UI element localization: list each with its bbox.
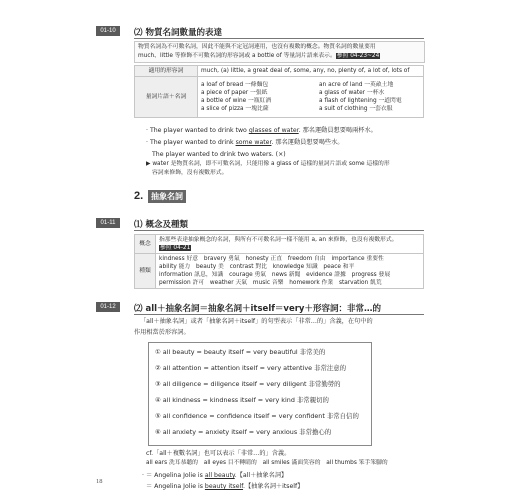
bullet-icon: · (142, 472, 144, 479)
note-line: 容詞來修飾，沒有複數形式。 (152, 170, 228, 176)
bullet-icon: · (146, 127, 148, 134)
bullet-icon: · (146, 139, 148, 146)
types-row: kindness 好意 bravery 勇氣 honesty 正直 freedom 自由 importance 重要性 (159, 256, 384, 262)
example-item: ② all attention = attention itself = very attentive 非常注意的 (155, 364, 347, 372)
section-title: ⑵ 物質名詞數量的表達 (134, 28, 222, 38)
example-underline: some water (235, 139, 272, 146)
example-text: . 那名運動員想要喝兩杯水。 (298, 127, 377, 134)
types-label: 種類 (135, 254, 156, 289)
example-sentence (146, 126, 377, 135)
quantifier-item: a loaf of bread 一條麵包 (201, 82, 269, 88)
example-item: ④ all kindness = kindness itself = very kind 非常親切的 (155, 396, 329, 404)
types-row: permission 許可 weather 天氣 music 音樂 homework 作業 starvation 飢荒 (159, 280, 382, 286)
section-divider (134, 230, 424, 231)
section-tag: 01-10 (96, 26, 120, 36)
example-underline: all beauty (204, 472, 235, 479)
concept-table (134, 234, 424, 289)
concept-text: 指那些表達抽象概念的名詞，與所有不可數名詞一樣不能用 a, an 來修飾，也沒有複數形式。 (159, 237, 398, 243)
final-example (146, 482, 303, 491)
example-box (148, 342, 372, 446)
note-text: water 是物質名詞，即不可數名詞，只能用像 a glass of 這樣的量詞片語或 some 這樣的形 (152, 161, 390, 167)
types-row: information 訊息，知識 courage 勇氣 news 新聞 evidence 證據 progress 發展 (159, 272, 391, 278)
reference-badge: 參照 04-23~24 (336, 53, 380, 59)
intro-text: 物質名詞為不可數名詞，因此不能與不定冠詞連用，也沒有複數的概念。物質名詞的數量要用 (138, 44, 376, 50)
example-underline: glasses of water (248, 127, 299, 134)
quantifier-col (319, 81, 402, 113)
table-header-label: 適用的形容詞 (135, 66, 198, 77)
arrow-icon: ▶ (146, 161, 151, 167)
example-item: ⑤ all confidence = confidence itself = very confident 非常自信的 (155, 412, 359, 420)
example-text: .【all＋抽象名詞】 (234, 472, 288, 479)
section-divider (134, 38, 424, 39)
example-item: ① all beauty = beauty itself = very beautiful 非常美的 (155, 348, 326, 356)
table-row-label: 量詞片語＋名詞 (135, 77, 198, 118)
section-title: ⑵ all＋抽象名詞＝抽象名詞＋itself＝very＋形容詞：非常…的 (134, 304, 381, 314)
intro-text (138, 52, 380, 60)
reference-badge: 參照 04-21 (160, 245, 191, 251)
adjective-table (134, 65, 424, 118)
intro-text-part: much、little 等修飾不可數名詞的形容詞或 a bottle of 等量詞片語來表示。 (138, 53, 336, 59)
section-title: ⑴ 概念及種類 (134, 220, 188, 230)
example-text: ＝ Angelina Jolie is (146, 483, 205, 490)
example-underline: beauty itself (204, 483, 244, 490)
section-tag: 01-12 (96, 302, 120, 312)
quantifier-col (201, 81, 319, 113)
note-line (146, 160, 390, 169)
example-text: . 那名運動員想要喝些水。 (271, 139, 344, 146)
intro-box (134, 41, 425, 63)
page-number: 18 (96, 478, 103, 485)
example-item: ⑥ all anxiety = anxiety itself = very anxious 非常擔心的 (155, 428, 332, 436)
intro-text: 「all＋抽象名詞」或者「抽象名詞＋itself」的句型表示「非常…的」含義，在句中的 (140, 318, 373, 325)
quantifier-item: a piece of paper 一張紙 (201, 90, 268, 96)
chapter-number: 2. (134, 190, 144, 202)
example-text: The player wanted to drink two (149, 127, 249, 134)
cf-note: cf.「all＋複數名詞」也可以表示「非常…的」含義。 (146, 450, 291, 457)
intro-text: 作用相當於形容詞。 (134, 329, 190, 336)
quantifier-item: a flash of lightening 一道閃電 (319, 98, 402, 104)
quantifier-item: a glass of water 一杯水 (319, 90, 385, 96)
types-cell (156, 254, 424, 289)
example-text: .【抽象名詞＋itself】 (243, 483, 304, 490)
final-example (142, 471, 287, 480)
table-header-value: much, (a) little, a great deal of, some, any, no, plenty of, a lot of, lots of (198, 66, 424, 77)
chapter-title: 抽象名詞 (148, 190, 186, 203)
quantifier-item: an acre of land 一英畝土地 (319, 82, 394, 88)
quantifier-item: a bottle of wine 一瓶紅酒 (201, 98, 272, 104)
quantifier-item: a suit of clothing 一套衣服 (319, 106, 393, 112)
section-tag: 01-11 (96, 218, 120, 228)
section-divider (134, 314, 424, 315)
example-item: ③ all diligence = diligence itself = very diligent 非常勤勞的 (155, 380, 341, 388)
example-sentence: The player wanted to drink two waters. (×) (152, 151, 286, 158)
example-sentence (146, 138, 343, 147)
cf-examples: all ears 洗耳恭聽的 all eyes 目不轉睛的 all smiles 滿面笑容的 all thumbs 笨手笨腳的 (146, 460, 388, 466)
types-row: ability 能力 beauty 美 contrast 對比 knowledge 知識 peace 和平 (159, 264, 355, 270)
example-text: ＝ Angelina Jolie is (145, 472, 205, 479)
concept-label: 概念 (135, 235, 156, 254)
example-text: The player wanted to drink (149, 139, 236, 146)
quantifier-item: a slice of pizza 一塊比薩 (201, 106, 269, 112)
quantifier-cell (198, 77, 424, 118)
concept-cell (156, 235, 424, 254)
